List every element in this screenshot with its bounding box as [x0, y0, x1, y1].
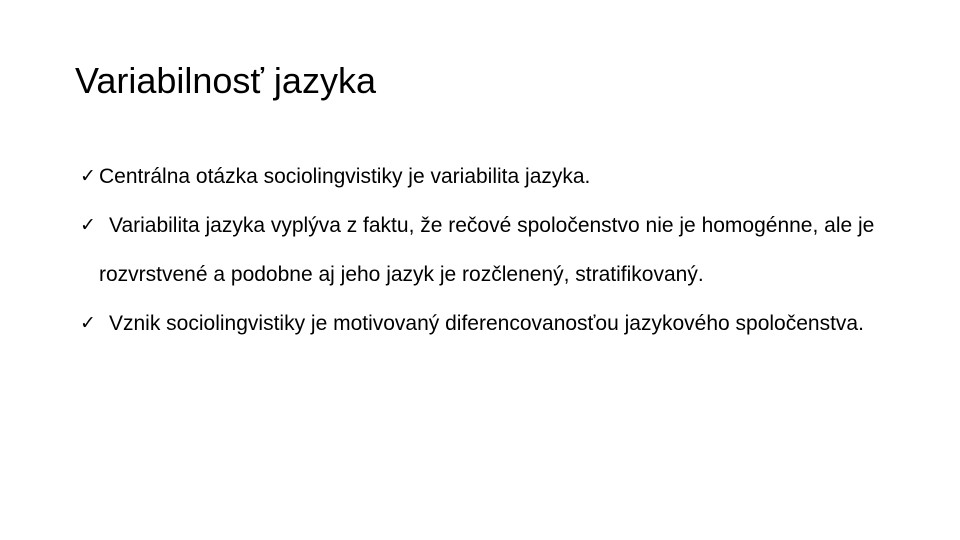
bullet-item: [80, 299, 910, 348]
bullet-list: [80, 152, 910, 348]
bullet-item: [80, 152, 910, 201]
check-icon: ✓: [80, 165, 96, 187]
slide-title: Variabilnosť jazyka: [75, 60, 376, 101]
check-icon: ✓: [80, 312, 96, 334]
bullet-text: Centrálna otázka sociolingvistiky je variabilita jazyka.: [99, 165, 591, 188]
check-icon: ✓: [80, 214, 96, 236]
bullet-text: Variabilita jazyka vyplýva z faktu, že rečové spoločenstvo nie je homogénne, ale je rozvrstvené a podobne aj jeho jazyk je rozčlenený, stratifikovaný.: [99, 214, 875, 286]
bullet-item: [80, 201, 910, 299]
bullet-text: Vznik sociolingvistiky je motivovaný diferencovanosťou jazykového spoločenstva.: [109, 312, 864, 335]
